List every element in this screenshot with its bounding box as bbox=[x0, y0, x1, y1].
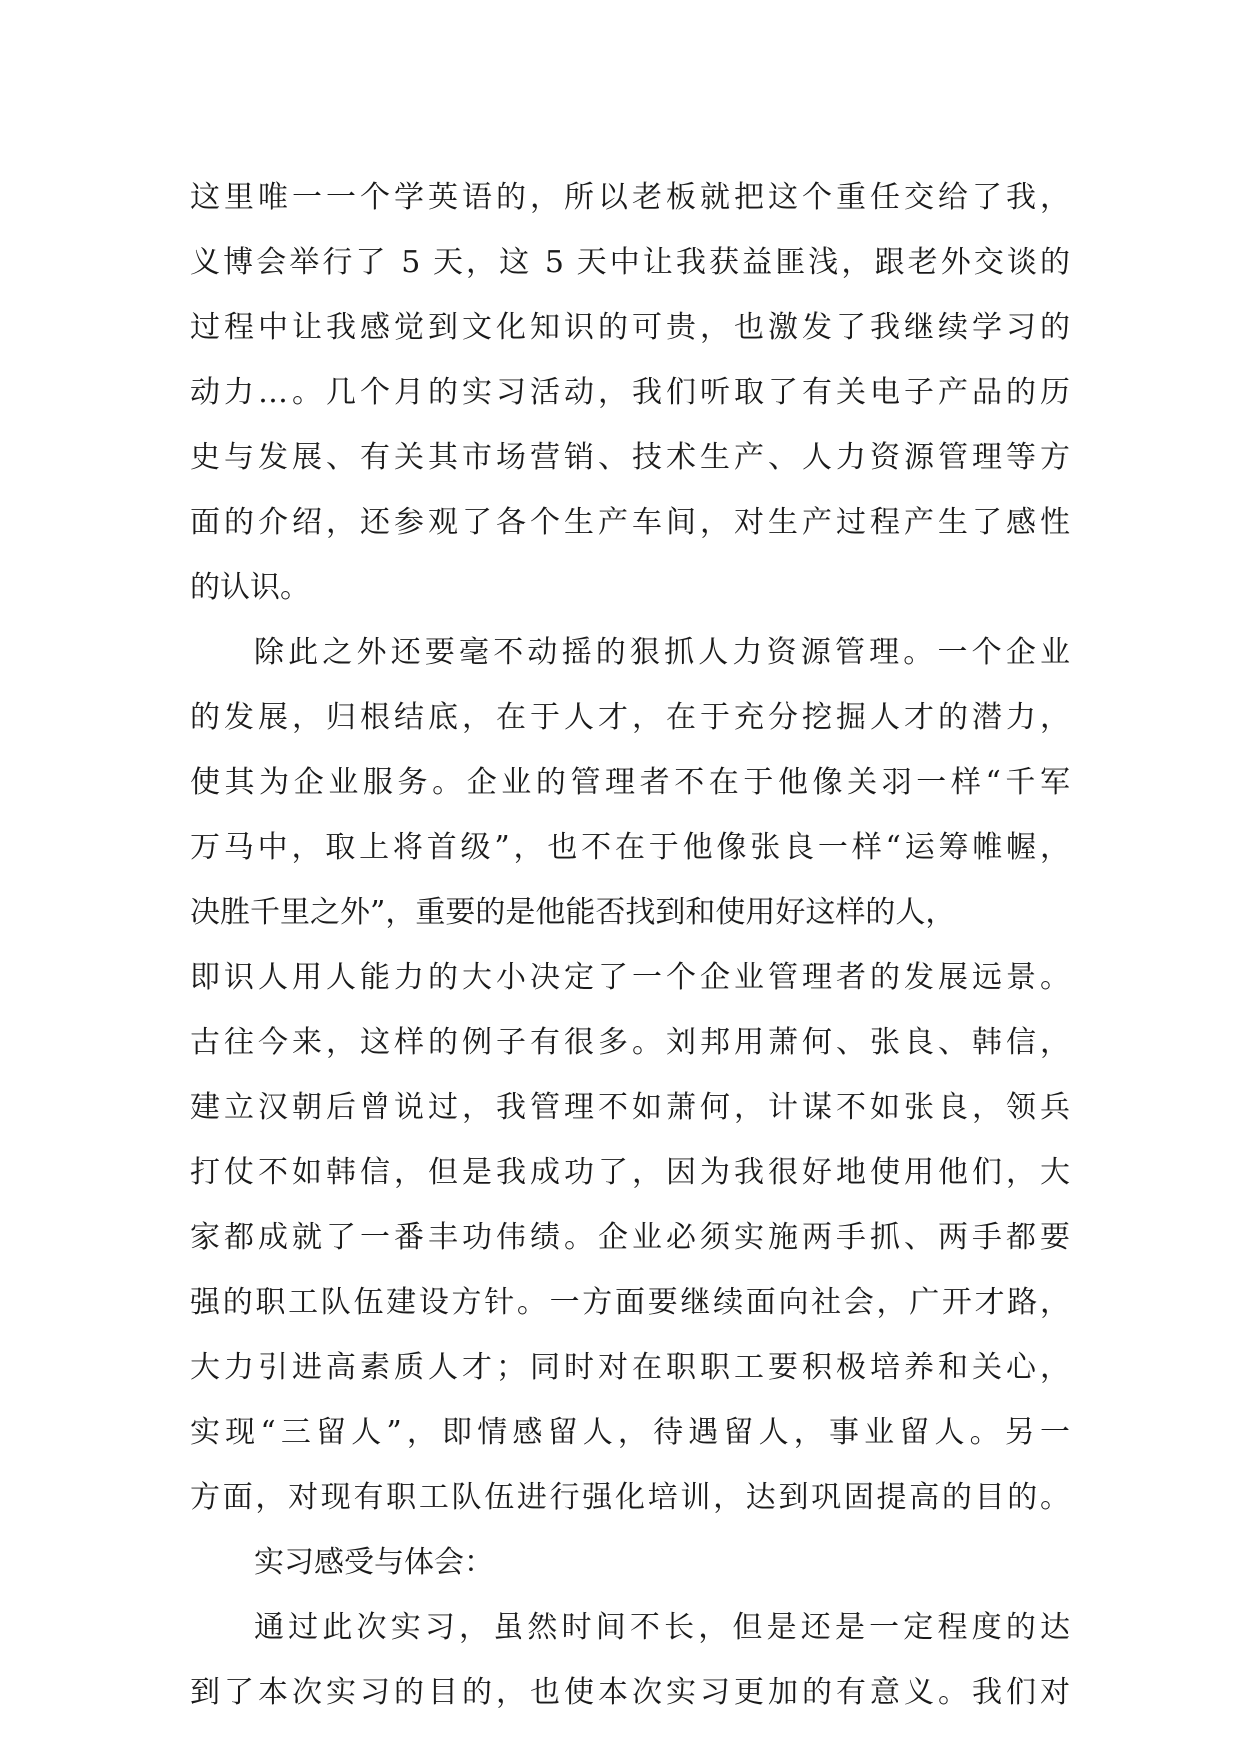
text-line: 方面，对现有职工队伍进行强化培训，达到巩固提高的目的。 bbox=[190, 1480, 1070, 1515]
text-line: 面的介绍，还参观了各个生产车间，对生产过程产生了感性 bbox=[190, 505, 1070, 540]
text-line: 史与发展、有关其市场营销、技术生产、人力资源管理等方 bbox=[190, 440, 1070, 475]
text-line: 家都成就了一番丰功伟绩。企业必须实施两手抓、两手都要 bbox=[190, 1220, 1070, 1255]
text-line: 动力…。几个月的实习活动，我们听取了有关电子产品的历 bbox=[190, 375, 1070, 410]
text-line: 通过此次实习，虽然时间不长，但是还是一定程度的达 bbox=[254, 1610, 1070, 1645]
text-line: 即识人用人能力的大小决定了一个企业管理者的发展远景。 bbox=[190, 960, 1070, 995]
text-line: 决胜千里之外”，重要的是他能否找到和使用好这样的人， bbox=[190, 895, 956, 930]
text-line: 万马中，取上将首级”，也不在于他像张良一样“运筹帷幄， bbox=[190, 830, 1070, 865]
text-line: 大力引进高素质人才；同时对在职职工要积极培养和关心， bbox=[190, 1350, 1070, 1385]
body-text bbox=[190, 165, 1070, 1725]
text-line: 打仗不如韩信，但是我成功了，因为我很好地使用他们，大 bbox=[190, 1155, 1070, 1190]
text-line: 的认识。 bbox=[190, 570, 310, 605]
text-line: 古往今来，这样的例子有很多。刘邦用萧何、张良、韩信， bbox=[190, 1025, 1070, 1060]
text-line: 实现“三留人”，即情感留人，待遇留人，事业留人。另一 bbox=[190, 1415, 1070, 1450]
text-line: 义博会举行了 5 天，这 5 天中让我获益匪浅，跟老外交谈的 bbox=[190, 245, 1070, 280]
section-heading: 实习感受与体会： bbox=[254, 1545, 494, 1580]
text-line: 过程中让我感觉到文化知识的可贵，也激发了我继续学习的 bbox=[190, 310, 1070, 345]
text-line: 强的职工队伍建设方针。一方面要继续面向社会，广开才路， bbox=[190, 1285, 1070, 1320]
text-line: 这里唯一一个学英语的，所以老板就把这个重任交给了我， bbox=[190, 180, 1070, 215]
text-line: 除此之外还要毫不动摇的狠抓人力资源管理。一个企业 bbox=[254, 635, 1070, 670]
text-line: 建立汉朝后曾说过，我管理不如萧何，计谋不如张良，领兵 bbox=[190, 1090, 1070, 1125]
text-line: 的发展，归根结底，在于人才，在于充分挖掘人才的潜力， bbox=[190, 700, 1070, 735]
text-line: 使其为企业服务。企业的管理者不在于他像关羽一样“千军 bbox=[190, 765, 1070, 800]
text-line: 到了本次实习的目的，也使本次实习更加的有意义。我们对 bbox=[190, 1675, 1070, 1710]
